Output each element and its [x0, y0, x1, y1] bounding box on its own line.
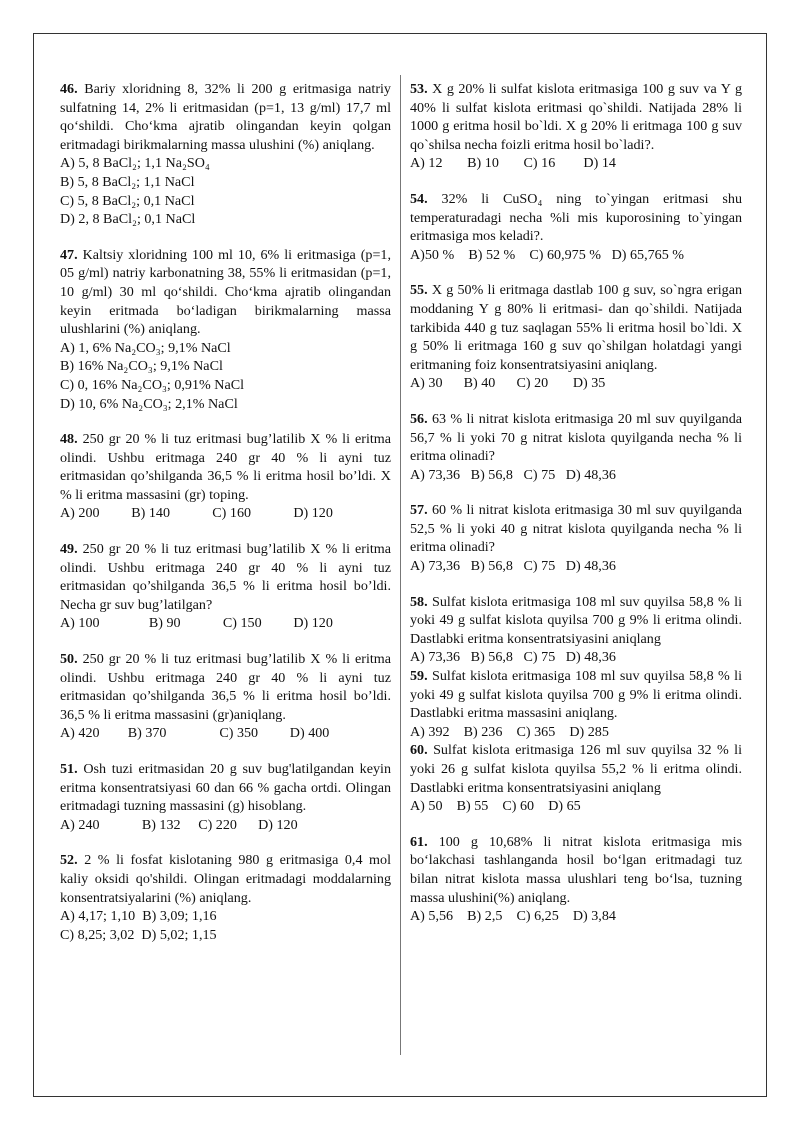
question-58 [410, 593, 742, 667]
answer-options: A) 50 B) 55 C) 60 D) 65 [410, 798, 581, 815]
question-stem [60, 851, 391, 907]
option-b: B) 5, 8 BaCl₂; 1,1 NaCl [60, 173, 195, 190]
question-stem [410, 667, 742, 723]
question-56 [410, 410, 742, 484]
question-55 [410, 281, 742, 393]
options-row-2: C) 8,25; 3,02 D) 5,02; 1,15 [60, 926, 217, 943]
right-column [410, 80, 742, 943]
question-48 [60, 430, 391, 523]
column-divider [400, 75, 401, 1055]
answer-options: A) 73,36 B) 56,8 C) 75 D) 48,36 [410, 558, 616, 575]
question-number: 56. [410, 410, 428, 427]
question-stem [60, 80, 391, 154]
question-number: 58. [410, 593, 428, 610]
question-text: 32% li CuSO₄ ning to`yingan eritmasi shu temperaturadagi necha %li mis kuporosining to`yingan eritmasiga mos keladi?. [410, 190, 742, 245]
question-text: Sulfat kislota eritmasiga 108 ml suv quyilsa 58,8 % li yoki 49 g sulfat kislota quyilsa 700 g 9% li eritma olindi. Dastlabki eritma massasini aniqlang. [410, 668, 742, 722]
question-57 [410, 501, 742, 575]
question-number: 49. [60, 541, 78, 558]
question-51 [60, 760, 391, 834]
question-stem [410, 501, 742, 557]
question-54 [410, 190, 742, 264]
option-a: A) 5, 8 BaCl₂; 1,1 Na₂SO₄ [60, 155, 210, 172]
question-stem [410, 190, 742, 246]
question-number: 57. [410, 502, 428, 519]
question-52 [60, 851, 391, 944]
answer-options: A) 240 B) 132 C) 220 D) 120 [60, 816, 298, 833]
question-stem [60, 540, 391, 614]
question-number: 52. [60, 852, 78, 869]
question-text: Kaltsiy xloridning 100 ml 10, 6% li eritmasiga (p=1, 05 g/ml) natriy karbonatning 38, 55% li eritmasidan (p=1, 10 g/ml) 30 ml qo‘shildi. Cho‘kma ajratib olingandan keyin eritmada bo‘ladigan birikmalarning massa ulushlarini (%) aniqlang. [60, 246, 391, 338]
question-number: 53. [410, 81, 428, 97]
question-number: 55. [410, 282, 428, 299]
question-text: X g 50% li eritmaga dastlab 100 g suv, so`ngra erigan moddaning Y g 80% li eritmasi- dan qo`shildi. Natijada tarkibida 440 g tuz saqlagan 55% li eritma hosil bo`ldi. X g 50% li eritmaga 160 g suv qo`shilgan holatdagi yangi eritmaning foiz konsentratsiyasini aniqlang. [410, 282, 742, 373]
question-number: 50. [60, 651, 78, 668]
option-c: C) 5, 8 BaCl₂; 0,1 NaCl [60, 192, 195, 209]
question-text: 250 gr 20 % li tuz eritmasi bug’latilib X % li eritma olindi. Ushbu eritmaga 240 gr 40 % li ayni tuz eritmasidan qo’shilganda 36,5 % li eritma hosil bo’ldi. 36,5 % li eritma massasini (gr)aniqlang. [60, 651, 391, 723]
question-text: 250 gr 20 % li tuz eritmasi bug’latilib X % li eritma olindi. Ushbu eritmaga 240 gr 40 % li ayni tuz eritmasidan qo’shilganda 36,5 % li eritma hosil bo’ldi. X % li eritma massasini (gr) toping. [60, 431, 391, 503]
option-c: C) 0, 16% Na₂CO₃; 0,91% NaCl [60, 376, 245, 393]
question-49 [60, 540, 391, 633]
question-number: 54. [410, 190, 428, 207]
question-46 [60, 80, 391, 229]
question-text: Sulfat kislota eritmasiga 126 ml suv quyilsa 32 % li yoki 26 g sulfat kislota quyilsa 55,2 % li eritma olindi. Dastlabki eritma konsentratsiyasini aniqlang [410, 742, 742, 796]
answer-options: A)50 % B) 52 % C) 60,975 % D) 65,765 % [410, 246, 685, 263]
question-stem [410, 593, 742, 649]
question-number: 47. [60, 246, 78, 263]
question-text: Bariy xloridning 8, 32% li 200 g eritmasiga natriy sulfatning 14, 2% li eritmasidan (p=1, 13 g/ml) 17,7 ml qo‘shildi. Cho‘kma ajratib olingandan keyin qolgan eritmadagi birikmalarning massa ulushini (%) aniqlang. [60, 81, 391, 153]
question-text: Sulfat kislota eritmasiga 108 ml suv quyilsa 58,8 % li yoki 49 g sulfat kislota quyilsa 700 g 9% li eritma olindi. Dastlabki eritma konsentratsiyasini aniqlang [410, 593, 742, 647]
answer-options: A) 392 B) 236 C) 365 D) 285 [410, 723, 609, 740]
answer-options: A) 73,36 B) 56,8 C) 75 D) 48,36 [410, 649, 616, 666]
option-b: B) 16% Na₂CO₃; 9,1% NaCl [60, 358, 223, 375]
question-number: 48. [60, 431, 78, 448]
question-stem [60, 650, 391, 724]
question-number: 51. [60, 761, 78, 777]
question-number: 61. [410, 833, 428, 850]
question-text: 60 % li nitrat kislota eritmasiga 30 ml suv quyilganda 52,5 % li yoki 40 g nitrat kislota quyilganda necha % li eritma olinadi? [410, 502, 742, 556]
option-d: D) 10, 6% Na₂CO₃; 2,1% NaCl [60, 395, 238, 412]
question-text: X g 20% li sulfat kislota eritmasiga 100 g suv va Y g 40% li sulfat kislota eritmasi qo`shildi. Natijada 28% li 1000 g eritma hosil bo`ldi. X g 20% li eritmaga 100 g suv qo`shilsa necha foizli eritma hosil bo`ladi?. [410, 81, 742, 153]
question-stem [410, 281, 742, 374]
question-text: 2 % li fosfat kislotaning 980 g eritmasiga 0,4 mol kaliy oksidi qo'shildi. Olingan eritmadagi moddalarning konsentratsiyalarini (%) aniqlang. [60, 852, 391, 906]
answer-options: A) 12 B) 10 C) 16 D) 14 [410, 155, 616, 172]
option-a: A) 1, 6% Na₂CO₃; 9,1% NaCl [60, 339, 231, 356]
answer-options: A) 73,36 B) 56,8 C) 75 D) 48,36 [410, 466, 616, 483]
question-number: 60. [410, 742, 428, 759]
question-50 [60, 650, 391, 743]
question-stem [60, 430, 391, 504]
question-number: 59. [410, 668, 428, 685]
question-text: Osh tuzi eritmasidan 20 g suv bug'latilgandan keyin eritma konsentratsiyasi 60 dan 66 % gacha ortdi. Olingan eritmadagi tuzning massasini (g) hisoblang. [60, 761, 391, 815]
question-53 [410, 80, 742, 173]
question-stem [410, 80, 742, 154]
question-61 [410, 833, 742, 926]
question-60 [410, 741, 742, 815]
question-stem [410, 741, 742, 797]
options-row-1: A) 4,17; 1,10 B) 3,09; 1,16 [60, 908, 217, 925]
question-text: 250 gr 20 % li tuz eritmasi bug’latilib X % li eritma olindi. Ushbu eritmaga 240 gr 40 % li ayni tuz eritmasidan qo’shilganda 36,5 % li eritma hosil bo’ldi. Necha gr suv bug’latilgan? [60, 541, 391, 613]
answer-options: A) 420 B) 370 C) 350 D) 400 [60, 725, 330, 742]
answer-options: A) 30 B) 40 C) 20 D) 35 [410, 375, 606, 392]
question-stem [410, 410, 742, 466]
option-d: D) 2, 8 BaCl₂; 0,1 NaCl [60, 211, 196, 228]
question-text: 63 % li nitrat kislota eritmasiga 20 ml suv quyilganda 56,7 % li yoki 70 g nitrat kislota quyilganda necha % li eritma olinadi? [410, 410, 742, 465]
question-stem [60, 760, 391, 816]
question-stem [410, 833, 742, 907]
left-column [60, 80, 391, 961]
question-stem [60, 246, 391, 339]
question-47 [60, 246, 391, 413]
answer-options: A) 200 B) 140 C) 160 D) 120 [60, 505, 333, 522]
question-text: 100 g 10,68% li nitrat kislota eritmasiga mis bo‘lakchasi tashlanganda hosil bo‘lgan eritmadagi tuz bilan nitrat kislota massa ulushlari teng bo‘lsa, tuzning massa ulushini(%) aniqlang. [410, 833, 742, 906]
question-59 [410, 667, 742, 741]
question-number: 46. [60, 81, 78, 97]
answer-options: A) 100 B) 90 C) 150 D) 120 [60, 615, 333, 632]
answer-options: A) 5,56 B) 2,5 C) 6,25 D) 3,84 [410, 908, 616, 925]
